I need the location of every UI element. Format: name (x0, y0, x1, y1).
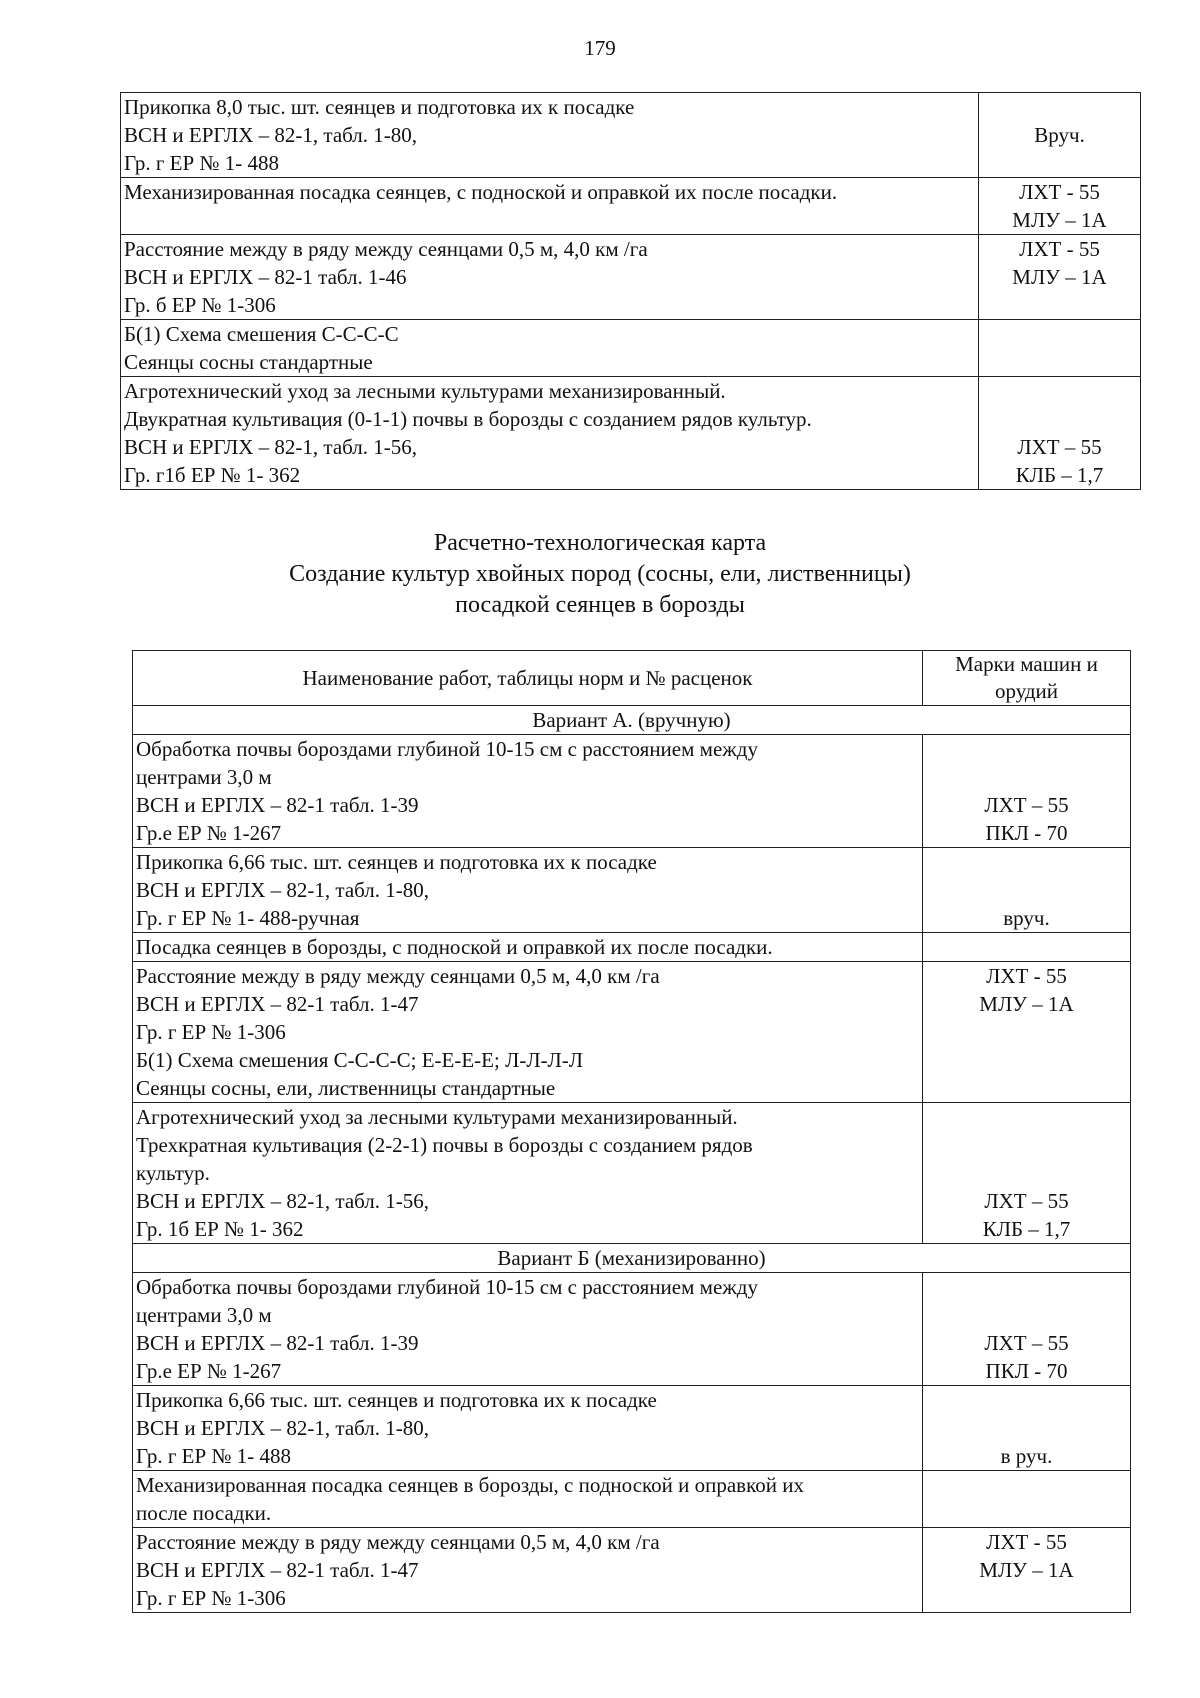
machine-line: МЛУ – 1А (979, 992, 1074, 1016)
machine-cell (923, 1471, 1131, 1528)
work-description-line: ВСН и ЕРГЛХ – 82-1 табл. 1-39 (136, 1331, 419, 1355)
work-description-line: ВСН и ЕРГЛХ – 82-1 табл. 1-47 (136, 1558, 419, 1582)
table-row (133, 962, 1131, 1103)
work-description-line: Гр. г ЕР № 1- 488-ручная (136, 906, 360, 930)
machine-line: ПКЛ - 70 (985, 1359, 1068, 1383)
work-description-line: Гр. г ЕР № 1- 488 (124, 151, 279, 175)
work-description-line: Расстояние между в ряду между сеянцами 0,5 м, 4,0 км /га (124, 237, 648, 261)
work-description-cell (133, 962, 923, 1103)
machine-cell (979, 178, 1141, 235)
header-machines (923, 651, 1131, 706)
machine-cell (979, 93, 1141, 178)
machine-cell (923, 1528, 1131, 1613)
header-machines-line-2: орудий (994, 679, 1059, 703)
machine-cell (923, 1386, 1131, 1471)
work-description-cell (133, 1273, 923, 1386)
work-description-line: центрами 3,0 м (136, 765, 272, 789)
work-description-line: Агротехнический уход за лесными культурами механизированный. (124, 379, 726, 403)
work-description-line: после посадки. (136, 1501, 272, 1525)
work-description-line: Гр. 1б ЕР № 1- 362 (136, 1217, 304, 1241)
machine-line: ЛХТ - 55 (986, 1530, 1067, 1554)
top-table (120, 92, 1141, 490)
work-description-cell (133, 1528, 923, 1613)
machine-line: ЛХТ – 55 (984, 793, 1069, 817)
table-row (133, 1103, 1131, 1244)
work-description-cell (121, 377, 979, 490)
work-description-line: Б(1) Схема смешения С-С-С-С (124, 322, 399, 346)
machine-line: ЛХТ – 55 (1017, 435, 1102, 459)
machine-line: Вруч. (1034, 123, 1085, 147)
work-description-cell (121, 235, 979, 320)
machine-cell (923, 1273, 1131, 1386)
machine-cell (923, 848, 1131, 933)
work-description-line: Гр.е ЕР № 1-267 (136, 1359, 282, 1383)
work-description-line: ВСН и ЕРГЛХ – 82-1, табл. 1-56, (136, 1189, 430, 1213)
table-row (133, 1386, 1131, 1471)
work-description-line: ВСН и ЕРГЛХ – 82-1, табл. 1-80, (136, 1416, 430, 1440)
machine-line: ЛХТ - 55 (986, 964, 1067, 988)
work-description-line: Механизированная посадка сеянцев, с подноской и оправкой их после посадки. (124, 180, 838, 204)
table-row (121, 178, 1141, 235)
work-description-cell (133, 735, 923, 848)
work-description-line: ВСН и ЕРГЛХ – 82-1, табл. 1-56, (124, 435, 418, 459)
table-row (133, 735, 1131, 848)
work-description-cell (133, 933, 923, 962)
work-description-line: Расстояние между в ряду между сеянцами 0,5 м, 4,0 км /га (136, 1530, 660, 1554)
work-description-line: Посадка сеянцев в борозды, с подноской и оправкой их после посадки. (136, 935, 773, 959)
work-description-line: культур. (136, 1161, 210, 1185)
machine-line: КЛБ – 1,7 (1015, 463, 1104, 487)
work-description-line: Агротехнический уход за лесными культурами механизированный. (136, 1105, 738, 1129)
work-description-cell (133, 848, 923, 933)
work-description-cell (121, 320, 979, 377)
work-description-line: Гр. г ЕР № 1- 488 (136, 1444, 291, 1468)
work-description-cell (133, 1103, 923, 1244)
work-description-line: Обработка почвы бороздами глубиной 10-15 см с расстоянием между (136, 737, 758, 761)
work-description-line: Гр.е ЕР № 1-267 (136, 821, 282, 845)
work-description-line: Сеянцы сосны, ели, лиственницы стандартные (136, 1076, 556, 1100)
technology-table (132, 650, 1131, 1613)
work-description-line: Сеянцы сосны стандартные (124, 350, 373, 374)
machine-cell (979, 320, 1141, 377)
work-description-line: Прикопка 6,66 тыс. шт. сеянцев и подготовка их к посадке (136, 1388, 657, 1412)
work-description-line: ВСН и ЕРГЛХ – 82-1 табл. 1-47 (136, 992, 419, 1016)
work-description-line: Прикопка 8,0 тыс. шт. сеянцев и подготовка их к посадке (124, 95, 635, 119)
machine-line: ЛХТ – 55 (984, 1189, 1069, 1213)
header-works: Наименование работ, таблицы норм и № расценок (133, 651, 923, 706)
work-description-line: Прикопка 6,66 тыс. шт. сеянцев и подготовка их к посадке (136, 850, 657, 874)
header-machines-line-1: Марки машин и (955, 652, 1098, 676)
machine-cell (923, 735, 1131, 848)
table-row (133, 848, 1131, 933)
table-row (121, 235, 1141, 320)
machine-cell (979, 235, 1141, 320)
machine-line: в руч. (1000, 1444, 1053, 1468)
work-description-line: Гр. г ЕР № 1-306 (136, 1586, 286, 1610)
work-description-line: ВСН и ЕРГЛХ – 82-1 табл. 1-46 (124, 265, 407, 289)
work-description-line: Гр. б ЕР № 1-306 (124, 293, 276, 317)
work-description-line: ВСН и ЕРГЛХ – 82-1 табл. 1-39 (136, 793, 419, 817)
machine-line: ЛХТ - 55 (1019, 237, 1100, 261)
work-description-line: Гр. г1б ЕР № 1- 362 (124, 463, 301, 487)
work-description-line: Расстояние между в ряду между сеянцами 0,5 м, 4,0 км /га (136, 964, 660, 988)
machine-line: вруч. (1003, 906, 1050, 930)
work-description-cell (133, 1471, 923, 1528)
work-description-cell (133, 1386, 923, 1471)
machine-cell (923, 962, 1131, 1103)
variant-b-label-row (133, 1244, 1131, 1273)
table-row (133, 1528, 1131, 1613)
machine-line: ЛХТ - 55 (1019, 180, 1100, 204)
work-description-line: Трехкратная культивация (2-2-1) почвы в борозды с созданием рядов (136, 1133, 753, 1157)
table-row (133, 1471, 1131, 1528)
machine-line: ПКЛ - 70 (985, 821, 1068, 845)
work-description-line: Обработка почвы бороздами глубиной 10-15 см с расстоянием между (136, 1275, 758, 1299)
machine-cell (923, 1103, 1131, 1244)
work-description-line: ВСН и ЕРГЛХ – 82-1, табл. 1-80, (124, 123, 418, 147)
machine-cell (979, 377, 1141, 490)
map-subtitle-2: посадкой сеянцев в борозды (455, 592, 745, 618)
table-row (121, 93, 1141, 178)
machine-line: МЛУ – 1А (1012, 208, 1107, 232)
work-description-cell (121, 93, 979, 178)
work-description-line: ВСН и ЕРГЛХ – 82-1, табл. 1-80, (136, 878, 430, 902)
table-row (121, 320, 1141, 377)
machine-line: КЛБ – 1,7 (982, 1217, 1071, 1241)
machine-cell (923, 933, 1131, 962)
machine-line: МЛУ – 1А (979, 1558, 1074, 1582)
variant-b-label: Вариант Б (механизированно) (133, 1244, 1131, 1273)
work-description-line: центрами 3,0 м (136, 1303, 272, 1327)
work-description-line: Двукратная культивация (0-1-1) почвы в борозды с созданием рядов культур. (124, 407, 812, 431)
variant-a-label-row (133, 706, 1131, 735)
page-number: 179 (584, 36, 616, 60)
machine-line: МЛУ – 1А (1012, 265, 1107, 289)
table-row (133, 1273, 1131, 1386)
work-description-line: Механизированная посадка сеянцев в борозды, с подноской и оправкой их (136, 1473, 804, 1497)
table-row (121, 377, 1141, 490)
table-row (133, 933, 1131, 962)
work-description-cell (121, 178, 979, 235)
work-description-line: Б(1) Схема смешения С-С-С-С; Е-Е-Е-Е; Л-Л-Л-Л (136, 1048, 584, 1072)
work-description-line: Гр. г ЕР № 1-306 (136, 1020, 286, 1044)
variant-a-label: Вариант А. (вручную) (133, 706, 1131, 735)
table-header-row (133, 651, 1131, 706)
map-title: Расчетно-технологическая карта (433, 530, 767, 556)
map-subtitle: Создание культур хвойных пород (сосны, ели, лиственницы) (289, 561, 911, 587)
machine-line: ЛХТ – 55 (984, 1331, 1069, 1355)
